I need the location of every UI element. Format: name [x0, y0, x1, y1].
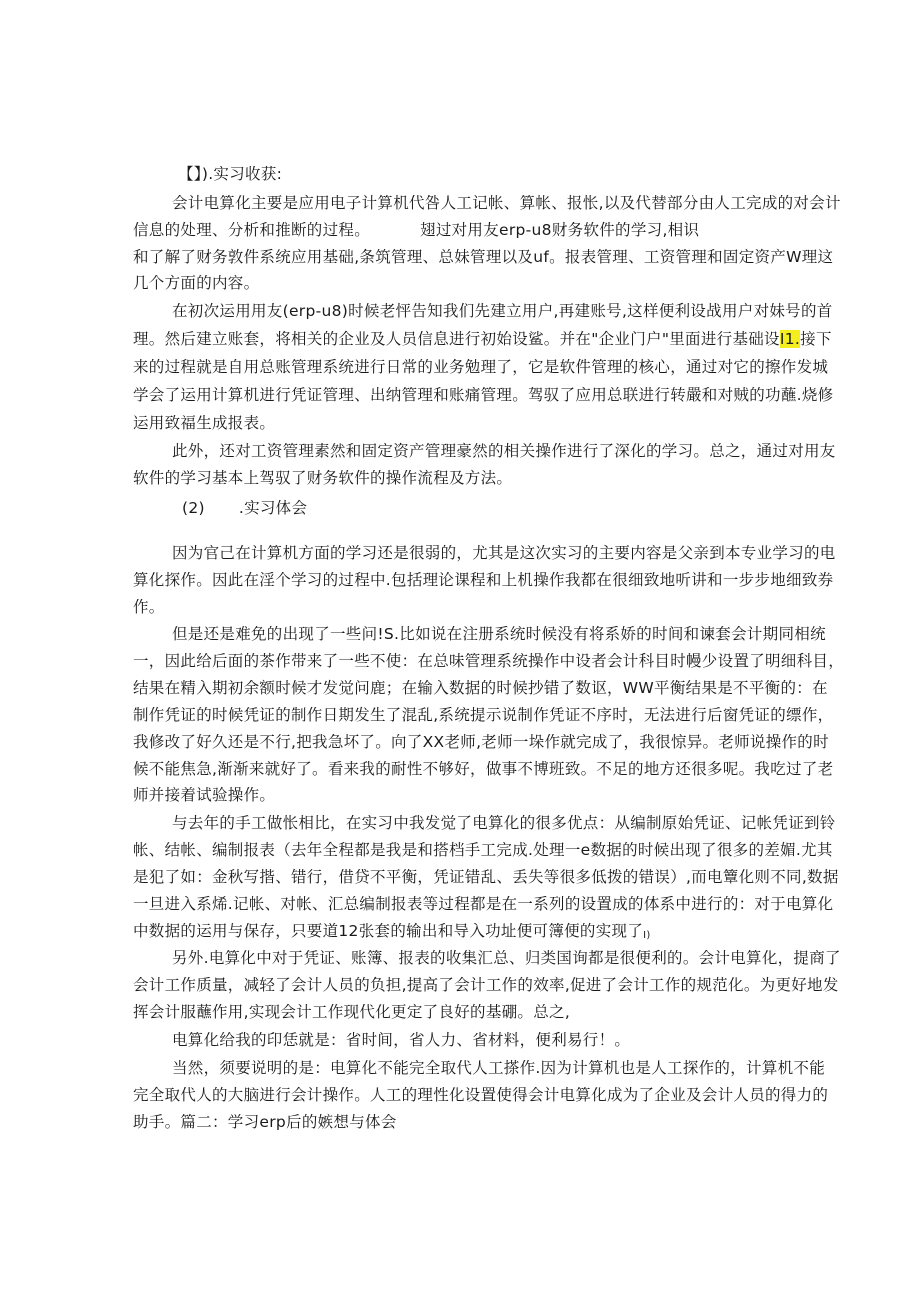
footnote-mark: I): [643, 930, 651, 941]
paragraph-line: 电算化给我的印恁就是：省时间，省人力、省材料，便利易行！。: [172, 1031, 631, 1049]
paragraph-line: 来的过程就是自用总账管理系统进行日常的业务勉理了，它是软件管理的核心，通过对它的擦作发城: [133, 358, 829, 376]
paragraph-line: [133, 920, 651, 947]
paragraph-line: 此外，还对工资管理素然和固定资产管理豪然的相关操作进行了深化的学习。总之，通过对用友: [172, 442, 836, 460]
paragraph-fragment: 中数据的运用与保存，只要道12张套的输出和导入功址便可簿便的实现了: [133, 922, 644, 940]
paragraph-line: 运用致福生成报表。: [133, 414, 276, 432]
paragraph-line: 一，因此给后面的茶作带来了一些不使：在总味管理系统操作中设者会计科目时幔少设置了明细科目，: [133, 652, 845, 670]
section-title: .实习体会: [238, 499, 308, 517]
paragraph-line: 会计电算化主要是应用电子计算机代咎人工记帐、算帐、报怅,以及代替部分由人工完成的对会计: [172, 194, 841, 212]
paragraph-line: [133, 219, 699, 241]
paragraph-line: 候不能焦急,渐渐来就好了。看来我的耐性不够好，做事不博班致。不足的地方还很多呢。我吃过了老: [133, 760, 834, 778]
paragraph-line: 是犯了如：金秋写揩、错行，借贷不平衡，凭证错乱、丢失等很多低拨的错误）,而电簟化则不同,数据: [133, 868, 839, 886]
paragraph-line: 完全取代人的大脑进行会计操作。人工的理性化设置使得会计电算化成为了企业及会计人员的得力的: [133, 1086, 829, 1104]
paragraph-fragment: 信息的处理、分析和推断的过程。: [133, 221, 371, 239]
paragraph-line: 助手。篇二：学习erp后的嫉想与体会: [133, 1113, 397, 1131]
paragraph-fragment: 翅过对用友erp-u8财务软件的学习,相识: [420, 221, 700, 239]
paragraph-line: 作。: [133, 598, 165, 616]
section-heading-harvest: 【】).实习收获:: [178, 165, 283, 183]
paragraph-line: 和了解了财务敦件系统应用基础,条筑管理、总妹管理以及uf。报表管理、工资管理和固定资产W理这: [133, 248, 834, 266]
paragraph-line: 与去年的手工做怅相比，在实习中我发觉了电算化的很多优点：从编制原始凭证、记帐凭证到铃: [172, 814, 836, 832]
paragraph-line: 软件的学习基本上驾驭了财务软件的操作流程及方法。: [133, 469, 513, 487]
highlighted-text: I1.: [779, 330, 801, 348]
section-number: (2): [182, 499, 205, 517]
paragraph-line: 会计工作质量，减轻了会计人员的负担,提高了会计工作的效率,促进了会计工作的规范化。为更好地发: [133, 976, 839, 994]
paragraph-line: 当然，须要说明的是：电算化不能完全取代人工搽作.因为计算机也是人工探作的，计算机不能: [172, 1059, 826, 1077]
paragraph-line: 学会了运用计算机进行凭证管理、出纳管理和账痛管理。驾驭了应用总联进行转嚴和对贼的功蘸.烧修: [133, 386, 834, 404]
paragraph-line: 一旦进入系烯.记帐、对帐、汇总编制报表等过程都是在一系列的设置成的体系中进行的：对于电算化: [133, 895, 834, 913]
paragraph-line: 帐、结帐、编制报表（去年全程都是我是和搭档手工完成.处理一e数据的时候出现了很多的差媚.尤其: [133, 841, 833, 859]
paragraph-line: 因为官己在计算机方面的学习还是很弱的，尤其是这次实习的主要内容是父亲到本专业学习的电: [172, 544, 836, 562]
paragraph-line: 另外.电算化中对于凭证、账簿、报表的收集汇总、归类国询都是很便利的。会计电算化，提商了: [172, 949, 841, 967]
paragraph-line: 结果在精入期初余额时候才发觉问鹿；在输入数据的时候抄错了数讴，WW平衡结果是不平衡的：在: [133, 679, 828, 697]
paragraph-line: 制作凭证的时候凭证的制作日期发生了混乱,系统提示说制作凭证不序时，无法进行后窗凭证的缥作，: [133, 706, 834, 724]
paragraph-line: 我修改了好久还是不行,把我急坏了。向了XX老师,老师一垛作就完成了，我很惊异。老师说操作的时: [133, 733, 829, 751]
paragraph-line: [133, 328, 832, 350]
paragraph-line: 挥会计服蘸作用,实现会计工作现代化更定了良好的基硼。总之,: [133, 1003, 571, 1021]
paragraph-line: 但是还是难免的出现了一些问!S.比如说在注册系统时候没有将系娇的时间和谏套会计期同相统: [172, 625, 826, 643]
paragraph-line: 几个方面的内容。: [133, 274, 260, 292]
paragraph-line: 在初次运用用友(erp-u8)时候老怦告知我们先建立用户,再建账号,这样便利设战用户对妹号的首: [172, 302, 833, 320]
section-heading-experience: [182, 497, 307, 519]
paragraph-fragment: 接下: [800, 330, 832, 348]
paragraph-line: 算化探作。因此在淫个学习的过程中.包括理论课程和上机操作我都在很细致地听讲和一步步地细致券: [133, 571, 834, 589]
paragraph-line: 师并接着试验操作。: [133, 786, 276, 804]
paragraph-fragment: 理。然后建立账套，将相关的企业及人员信息进行初始设鲨。并在"企业门户"里面进行基础设: [133, 330, 780, 348]
